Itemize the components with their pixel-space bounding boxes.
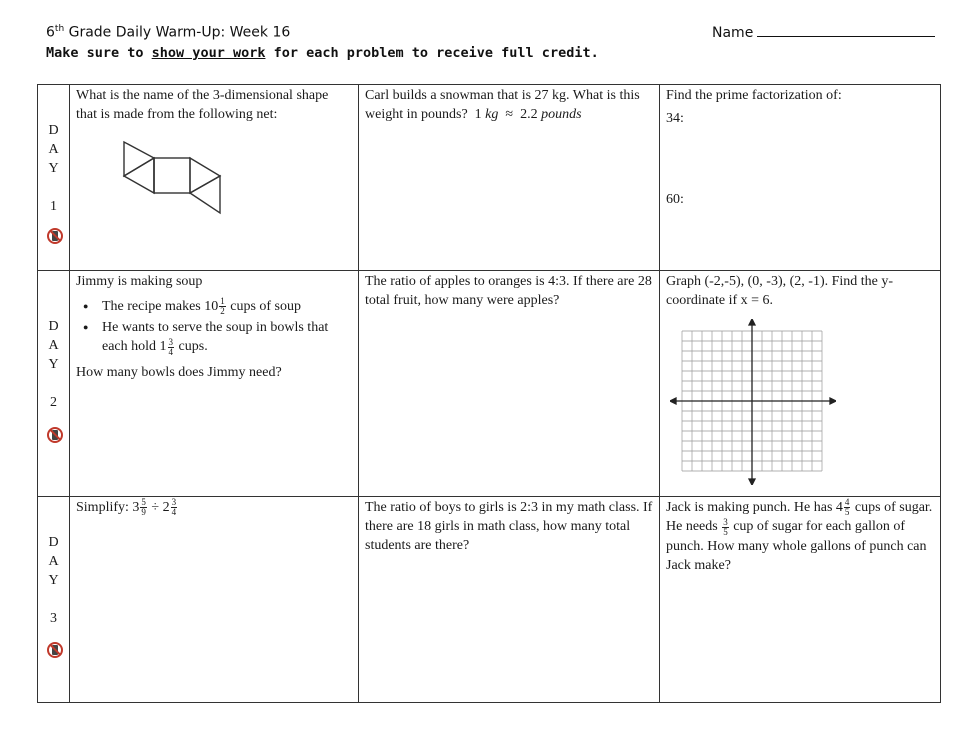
day-2-label-cell: D A Y 2 — [38, 271, 70, 497]
day-1-problem-1: What is the name of the 3-dimensional shape that is made from the following net: — [70, 85, 359, 271]
day-1-row — [38, 85, 941, 271]
no-phone-icon — [47, 228, 63, 244]
warmup-grid — [37, 84, 941, 703]
no-phone-icon — [47, 642, 63, 658]
day-3-problem-3: Jack is making punch. He has 4 $\frac{4}{5}$ cups of sugar. He needs $\frac{3}{5}$ cup of sugar for each gallon of punch. How many whole gallons of punch can Jack make? — [660, 497, 941, 703]
triangular-prism-net-diagram — [121, 137, 223, 215]
day-2-problem-3: Graph (-2,-5), (0, -3), (2, -1). Find the y-coordinate if x = 6. — [660, 271, 941, 497]
day-2-problem-1: Jimmy is making soup ● The recipe makes 10 $\frac{1}{2}$ cups of soup ● He wants to serve the soup in bowls that each hold 1 $\frac{3}{4}$ cups. How many bowls does Jimmy need? — [70, 271, 359, 497]
day-3-label-cell: D A Y 3 — [38, 497, 70, 703]
name-blank-line[interactable] — [757, 24, 935, 37]
day-2-problem-2: The ratio of apples to oranges is 4:3. If there are 28 total fruit, how many were apples? — [359, 271, 660, 497]
day-1-problem-2: Carl builds a snowman that is 27 kg. What is this weight in pounds? 1 kg ≈ 2.2 pounds — [359, 85, 660, 271]
name-field[interactable]: Name — [712, 24, 935, 41]
day-3-problem-2: The ratio of boys to girls is 2:3 in my math class. If there are 18 girls in math class, how many total students are there? — [359, 497, 660, 703]
instructions: Make sure to show your work for each problem to receive full credit. — [46, 45, 599, 61]
day-2-row — [38, 271, 941, 497]
day-3-row — [38, 497, 941, 703]
no-phone-icon — [47, 427, 63, 443]
day-1-problem-3: Find the prime factorization of: 34: 60: — [660, 85, 941, 271]
coordinate-grid — [670, 319, 836, 485]
day-1-label-cell: D A Y 1 — [38, 85, 70, 271]
worksheet-title: 6th Grade Daily Warm-Up: Week 16 — [46, 24, 291, 41]
day-3-problem-1: Simplify: 3 $\frac{5}{9}$ ÷ 2 $\frac{3}{4}$ — [70, 497, 359, 703]
